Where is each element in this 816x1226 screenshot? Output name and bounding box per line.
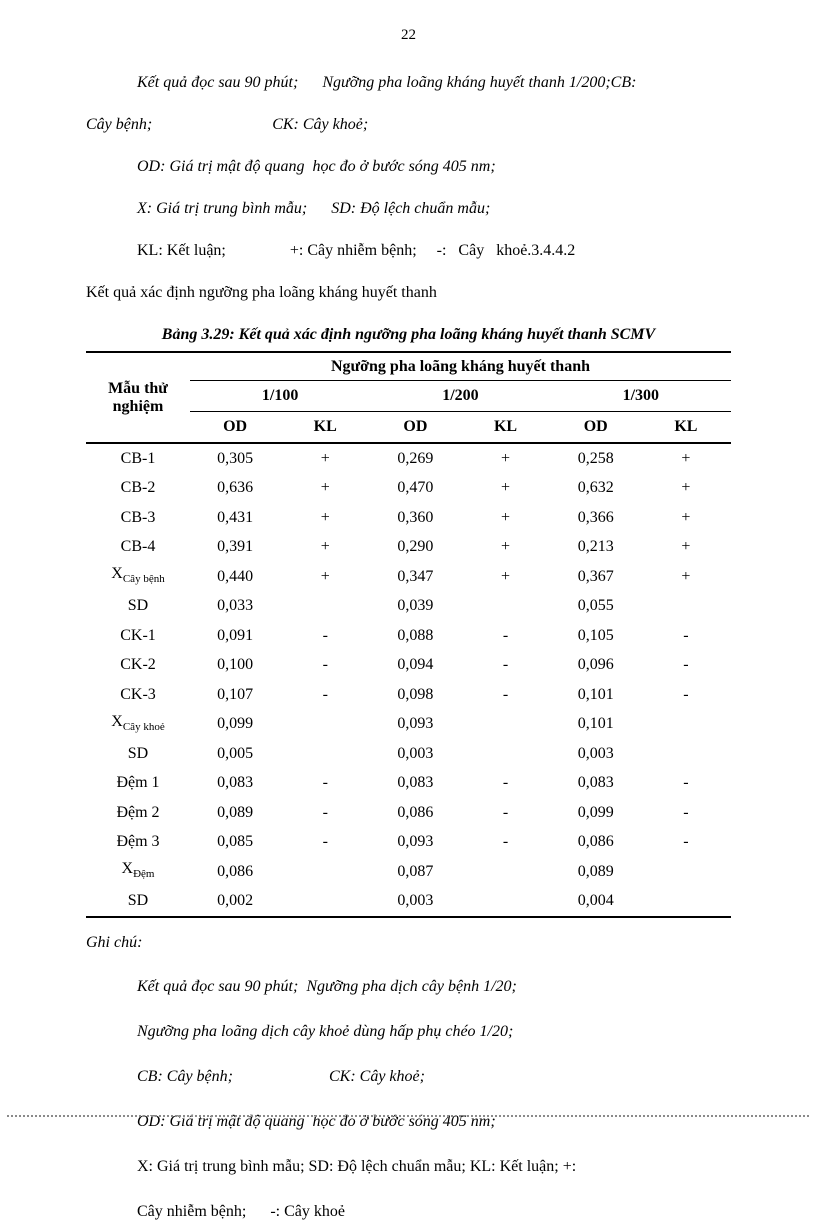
table-cell: 0,101 xyxy=(577,685,614,703)
table-cell: 0,431 xyxy=(217,508,254,526)
table-row xyxy=(86,710,731,740)
column-header-dilution-1-100: 1/100 xyxy=(190,381,370,412)
table-row xyxy=(86,769,731,799)
table-cell: - xyxy=(683,774,689,792)
table-cell: 0,004 xyxy=(577,892,614,910)
table-cell: + xyxy=(681,449,691,467)
table-cell: 0,636 xyxy=(217,479,254,497)
row-label: Đệm 1 xyxy=(116,774,160,792)
row-label-subscript: Cây bệnh xyxy=(122,573,165,586)
row-label-subscript: Cây khoẻ xyxy=(122,720,165,733)
table-cell xyxy=(280,739,370,769)
table-row xyxy=(86,474,731,504)
table-cell: 0,055 xyxy=(577,597,614,615)
column-header-kl: KL xyxy=(674,418,698,435)
results-table xyxy=(86,351,731,918)
table-row xyxy=(86,680,731,710)
table-cell: + xyxy=(320,449,330,467)
table-cell: 0,003 xyxy=(577,744,614,762)
table-cell: 0,100 xyxy=(217,656,254,674)
table-cell: 0,088 xyxy=(397,626,434,644)
table-cell: - xyxy=(502,656,509,674)
table-cell: 0,083 xyxy=(397,774,434,792)
footnote-line: Ngưỡng pha loãng dịch cây khoẻ dùng hấp phụ chéo 1/20; xyxy=(137,1023,514,1040)
row-label: CK-1 xyxy=(120,626,156,644)
table-cell: + xyxy=(501,538,511,556)
results-table-body xyxy=(86,443,731,917)
table-cell: + xyxy=(681,567,691,585)
column-header-dilution-1-300: 1/300 xyxy=(551,381,731,412)
table-cell: - xyxy=(322,656,328,674)
table-header xyxy=(86,352,731,443)
table-cell: - xyxy=(322,803,328,821)
table-cell: + xyxy=(320,508,330,526)
column-header-kl: KL xyxy=(493,418,518,435)
table-cell xyxy=(641,710,731,740)
note-line: Kết quả đọc sau 90 phút; Ngưỡng pha loãng kháng huyết thanh 1/200;CB: xyxy=(137,74,637,91)
footnotes-label: Ghi chú: xyxy=(86,934,143,951)
page-edge-dotted-line xyxy=(7,1115,809,1117)
table-cell: 0,086 xyxy=(577,833,614,851)
table-cell: - xyxy=(502,774,509,792)
table-row xyxy=(86,621,731,651)
table-cell xyxy=(460,887,550,918)
row-label: $X_{Đệm}$ xyxy=(121,860,155,881)
table-row xyxy=(86,887,731,918)
row-label: CK-3 xyxy=(120,685,156,703)
table-cell: + xyxy=(501,508,511,526)
table-cell: 0,003 xyxy=(397,892,434,910)
table-cell: 0,105 xyxy=(577,626,614,644)
table-cell: 0,083 xyxy=(217,774,254,792)
table-cell: - xyxy=(322,774,328,792)
table-cell: 0,039 xyxy=(397,597,434,615)
table-cell: 0,089 xyxy=(577,862,614,880)
table-cell xyxy=(280,592,370,622)
table-row xyxy=(86,651,731,681)
table-cell: 0,094 xyxy=(397,656,434,674)
table-cell: - xyxy=(502,833,509,851)
table-cell: 0,086 xyxy=(397,803,434,821)
table-cell: 0,085 xyxy=(217,833,254,851)
table-cell: 0,098 xyxy=(397,685,434,703)
table-cell: - xyxy=(683,656,689,674)
table-cell: 0,391 xyxy=(217,538,254,556)
table-cell: 0,269 xyxy=(397,449,434,467)
table-cell: 0,099 xyxy=(577,803,614,821)
table-cell: + xyxy=(681,508,691,526)
row-label: CB-4 xyxy=(120,538,156,556)
table-row xyxy=(86,533,731,563)
table-cell: 0,367 xyxy=(577,567,614,585)
table-cell: - xyxy=(683,803,689,821)
row-label: CB-1 xyxy=(120,449,156,467)
table-cell: - xyxy=(322,833,328,851)
row-label: $X_{Cây bệnh}$ xyxy=(111,565,165,586)
table-row xyxy=(86,798,731,828)
footnote-line: OD: Giá trị mật độ quang học đo ở bước sóng 405 nm; xyxy=(137,1113,496,1130)
column-header-od: OD xyxy=(403,418,428,435)
table-cell xyxy=(641,857,731,887)
column-header-od: OD xyxy=(223,418,248,435)
table-cell: 0,258 xyxy=(577,449,614,467)
table-row xyxy=(86,562,731,592)
note-line: Cây bệnh; CK: Cây khoẻ; xyxy=(86,116,369,133)
column-header-kl: KL xyxy=(313,418,337,435)
row-label: SD xyxy=(127,892,149,910)
table-cell: 0,096 xyxy=(577,656,614,674)
table-cell: + xyxy=(501,567,511,585)
table-cell: 0,347 xyxy=(397,567,434,585)
table-cell: - xyxy=(683,833,689,851)
row-label-subscript: Đệm xyxy=(133,868,155,881)
table-cell: 0,091 xyxy=(217,626,254,644)
column-header-od: OD xyxy=(583,418,608,435)
table-row xyxy=(86,592,731,622)
table-cell: - xyxy=(683,626,689,644)
row-label: Đệm 3 xyxy=(116,833,160,851)
table-cell: 0,033 xyxy=(217,597,254,615)
table-caption: Bảng 3.29: Kết quả xác định ngưỡng pha loãng kháng huyết thanh SCMV xyxy=(161,326,656,343)
table-cell: 0,086 xyxy=(217,862,254,880)
table-cell: 0,093 xyxy=(397,833,434,851)
table-cell: - xyxy=(322,685,328,703)
table-cell xyxy=(460,857,550,887)
table-cell xyxy=(460,739,550,769)
footnote-line: X: Giá trị trung bình mẫu; SD: Độ lệch chuẩn mẫu; KL: Kết luận; +: xyxy=(137,1158,577,1175)
table-row xyxy=(86,443,731,474)
table-row xyxy=(86,503,731,533)
column-header-dilution-1-200: 1/200 xyxy=(370,381,550,412)
table-cell xyxy=(641,592,731,622)
table-cell: + xyxy=(320,538,330,556)
table-cell: 0,305 xyxy=(217,449,254,467)
table-row xyxy=(86,857,731,887)
table-cell xyxy=(280,887,370,918)
table-cell xyxy=(641,739,731,769)
row-label: SD xyxy=(127,597,149,615)
table-cell: 0,002 xyxy=(217,892,254,910)
table-cell: + xyxy=(681,479,691,497)
table-cell: 0,089 xyxy=(217,803,254,821)
table-cell: 0,083 xyxy=(577,774,614,792)
row-label: CB-2 xyxy=(120,479,156,497)
note-line: OD: Giá trị mật độ quang học đo ở bước sóng 405 nm; xyxy=(137,158,496,175)
table-cell xyxy=(460,592,550,622)
row-label: Đệm 2 xyxy=(116,803,160,821)
table-cell: 0,107 xyxy=(217,685,254,703)
row-label: $X_{Cây khoẻ}$ xyxy=(111,712,165,733)
table-cell: + xyxy=(681,538,691,556)
table-cell: 0,213 xyxy=(577,538,614,556)
table-cell: - xyxy=(502,685,509,703)
table-cell: - xyxy=(502,626,509,644)
header-row-group xyxy=(86,352,731,381)
table-cell: 0,003 xyxy=(397,744,434,762)
table-cell: + xyxy=(320,567,330,585)
table-cell: - xyxy=(322,626,328,644)
table-cell xyxy=(280,857,370,887)
footnote-line: Cây nhiễm bệnh; -: Cây khoẻ xyxy=(137,1203,345,1220)
table-cell: 0,360 xyxy=(397,508,434,526)
table-cell: 0,093 xyxy=(397,715,434,733)
table-cell: 0,290 xyxy=(397,538,434,556)
footnotes-block xyxy=(86,972,731,1226)
row-label: CK-2 xyxy=(120,656,156,674)
footnote-line: Kết quả đọc sau 90 phút; Ngưỡng pha dịch cây bệnh 1/20; xyxy=(137,978,517,995)
table-cell: + xyxy=(501,479,511,497)
table-group-header: Ngưỡng pha loãng kháng huyết thanh xyxy=(190,352,731,381)
table-cell xyxy=(280,710,370,740)
table-cell: 0,005 xyxy=(217,744,254,762)
top-notes-block xyxy=(86,70,731,306)
table-cell: 0,366 xyxy=(577,508,614,526)
footnote-line: CB: Cây bệnh; CK: Cây khoẻ; xyxy=(137,1068,425,1085)
table-cell: - xyxy=(683,685,689,703)
note-line: KL: Kết luận; +: Cây nhiễm bệnh; -: Cây khoẻ.3.4.4.2 xyxy=(137,242,576,259)
row-label: CB-3 xyxy=(120,508,156,526)
table-cell: 0,099 xyxy=(217,715,254,733)
table-cell xyxy=(460,710,550,740)
row-label: SD xyxy=(127,744,149,762)
table-row xyxy=(86,828,731,858)
note-line: X: Giá trị trung bình mẫu; SD: Độ lệch chuẩn mẫu; xyxy=(137,200,491,217)
note-line: Kết quả xác định ngưỡng pha loãng kháng huyết thanh xyxy=(86,284,437,301)
column-header-sample: Mẫu thử nghiệm xyxy=(108,379,168,415)
table-cell: 0,101 xyxy=(577,715,614,733)
table-cell: 0,087 xyxy=(397,862,434,880)
table-cell: - xyxy=(502,803,509,821)
table-cell: 0,440 xyxy=(217,567,254,585)
table-cell: 0,632 xyxy=(577,479,614,497)
table-row xyxy=(86,739,731,769)
table-cell xyxy=(641,887,731,918)
table-cell: 0,470 xyxy=(397,479,434,497)
page-number: 22 xyxy=(401,27,416,43)
table-cell: + xyxy=(320,479,330,497)
table-cell: + xyxy=(501,449,511,467)
